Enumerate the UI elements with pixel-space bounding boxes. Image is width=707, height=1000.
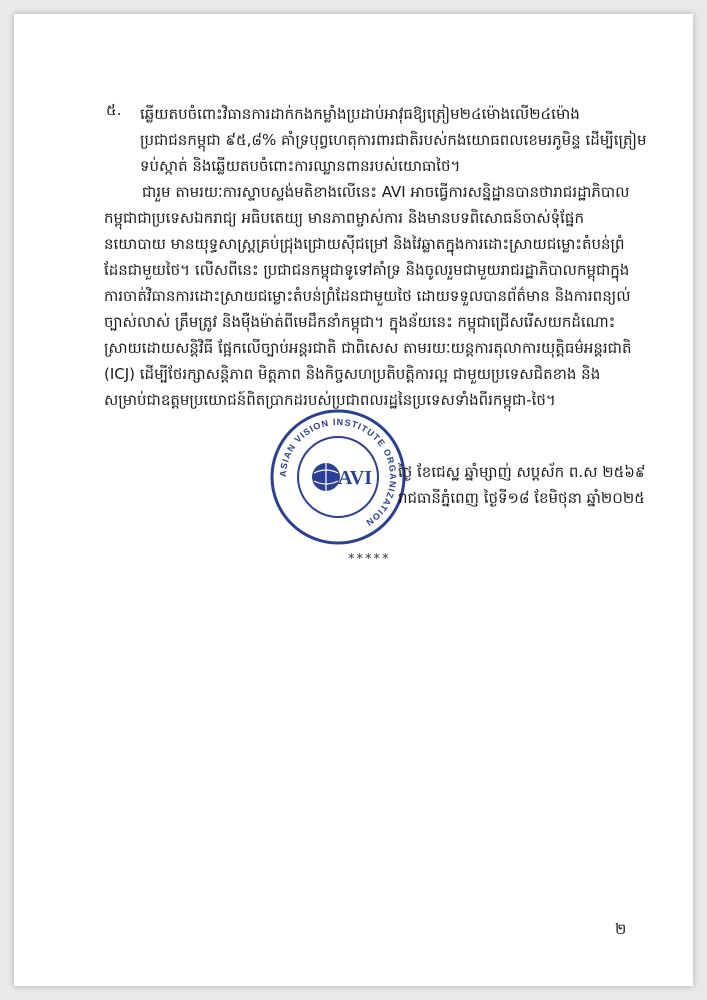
conclusion-line-4: ដែនជាមួយថៃ។ លើសពីនេះ ប្រជាជនកម្ពុជាទូទៅគាំទ្រ និងចូលរួមជាមួយរាជរដ្ឋាភិបាលកម្ពុជាក្នុង: [104, 261, 630, 279]
signature-date-solar: រាជធានីភ្នំពេញ ថ្ងៃទី១៨ ខែមិថុនា ឆ្នាំ២០២៥: [398, 489, 645, 507]
page-number: ២: [615, 920, 627, 938]
conclusion-line-1: ជារួម តាមរយៈការស្ទាបស្ទង់មតិខាងលើនេះ AVI អាចធ្វើការសន្និដ្ឋានបានថារាជរដ្ឋាភិបាល: [142, 183, 630, 201]
stamp-ring-text: ASIAN VISION INSTITUTE ORGANIZATION: [277, 416, 399, 529]
stamp-logo-text: AVI: [338, 467, 373, 489]
conclusion-line-5: ការចាត់វិធានការដោះស្រាយជម្លោះតំបន់ព្រំដែនជាមួយថៃ ដោយទទួលបានព័ត៌មាន និងការពន្យល់: [104, 287, 631, 305]
conclusion-line-2: កម្ពុជាជាប្រទេសឯករាជ្យ អធិបតេយ្យ មានភាពម្ចាស់ការ និងមានបទពិសោធន៍ចាស់ទុំផ្នែក: [104, 209, 584, 227]
item-line-3: ទប់ស្កាត់ និងឆ្លើយតបចំពោះការឈ្លានពានរបស់យោធាថៃ។: [140, 157, 461, 175]
item-number: ៥.: [106, 101, 122, 119]
conclusion-line-9: សម្រាប់ជាឧត្តមប្រយោជន៍ពិតប្រាកដរបស់ប្រជាពលរដ្ឋនៃប្រទេសទាំងពីរកម្ពុជា-ថៃ។: [104, 391, 556, 409]
conclusion-line-8: (ICJ) ដើម្បីថែរក្សាសន្តិភាព មិត្តភាព និងកិច្ចសហប្រតិបត្តិការល្អ ជាមួយប្រទេសជិតខាង និង: [104, 365, 601, 383]
conclusion-line-7: ស្រាយដោយសន្តិវិធី ផ្អែកលើច្បាប់អន្តរជាតិ ជាពិសេស តាមរយៈយន្តការតុលាការយុត្តិធម៌អន្តរជាតិ: [104, 339, 632, 357]
organization-stamp: [268, 407, 408, 547]
conclusion-line-6: ច្បាស់លាស់ ត្រឹមត្រូវ និងម៉ឺងម៉ាត់ពីមេដឹកនាំកម្ពុជា។ ក្នុងន័យនេះ កម្ពុជាជ្រើសរើសយកដំណោះ: [104, 313, 616, 331]
item-line-2: ប្រជាជនកម្ពុជា ៩៥,៨% គាំទ្របុព្វហេតុការពារជាតិរបស់កងយោធពលខេមរភូមិន្ទ ដើម្បីត្រៀម: [140, 131, 647, 149]
conclusion-line-3: នយោបាយ មានយុទ្ធសាស្ត្រគ្រប់ជ្រុងជ្រោយស៊ីជម្រៅ និងវៃឆ្លាតក្នុងការដោះស្រាយជម្លោះតំបន់ព្រំ: [104, 235, 625, 253]
section-separator: *****: [348, 552, 391, 567]
signature-date-lunar: ថ្ងៃ ខែជេស្ឋ ឆ្នាំម្សាញ់ សប្តស័ក ព.ស ២៥៦៩: [398, 463, 646, 481]
document-page: [14, 14, 693, 986]
item-line-1: ឆ្លើយតបចំពោះវិធានការដាក់កងកម្លាំងប្រដាប់អាវុធឱ្យត្រៀម២៤ម៉ោងលើ២៤ម៉ោង: [140, 105, 580, 123]
